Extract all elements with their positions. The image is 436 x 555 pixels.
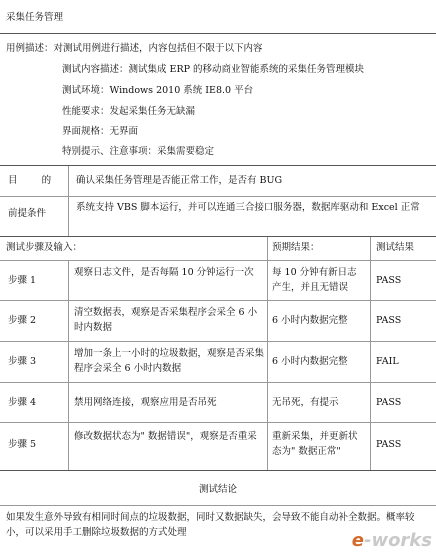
description-item: 界面规格：无界面 — [62, 126, 139, 137]
expected-column-divider — [267, 237, 268, 470]
step-column-divider — [68, 260, 69, 470]
description-item: 测试内容描述：测试集成 ERP 的移动商业智能系统的采集任务管理模块 — [62, 64, 365, 75]
step-label: 步骤 3 — [8, 356, 37, 367]
document-title: 采集任务管理 — [6, 12, 64, 23]
step-input: 修改数据状态为" 数据错误"，观察是否重采 — [74, 431, 257, 442]
description-intro: 用例描述：对测试用例进行描述，内容包括但不限于以下内容 — [6, 43, 263, 54]
step-expected: 6 小时内数据完整 — [272, 356, 348, 367]
description-divider — [0, 165, 436, 166]
step-expected: 每 10 分钟有新日志产生，并且无错误 — [272, 267, 357, 293]
step-result: PASS — [376, 275, 402, 286]
precondition-text: 系统支持 VBS 脚本运行，并可以连通三合接口服务器，数据库驱动和 Excel 正常 — [76, 202, 420, 213]
step-input: 观察日志文件，是否每隔 10 分钟运行一次 — [74, 267, 254, 278]
conclusion-text: 如果发生意外导致有相同时间点的垃圾数据，同时又数据缺失，会导致不能自动补全数据。概率较小，可以采用手工删除垃圾数据的方式处理 — [6, 512, 415, 538]
table-row-divider — [0, 382, 436, 383]
description-item: 特别提示、注意事项：采集需要稳定 — [62, 146, 215, 157]
steps-header-result: 测试结果 — [376, 242, 415, 253]
purpose-text: 确认采集任务管理是否能正常工作，是否有 BUG — [76, 175, 283, 186]
steps-header-expected: 预期结果： — [272, 242, 320, 253]
step-result: PASS — [376, 439, 402, 450]
title-divider — [0, 33, 436, 34]
step-result: FAIL — [376, 356, 399, 367]
result-column-divider — [370, 237, 371, 470]
label-column-divider — [68, 166, 69, 236]
description-item: 性能要求：发起采集任务无缺漏 — [62, 106, 196, 117]
table-row-divider — [0, 341, 436, 342]
step-expected: 无吊死，有提示 — [272, 397, 339, 408]
step-result: PASS — [376, 397, 402, 408]
step-expected: 6 小时内数据完整 — [272, 315, 348, 326]
step-label: 步骤 5 — [8, 439, 37, 450]
table-bottom-divider — [0, 470, 436, 471]
conclusion-heading: 测试结论 — [198, 484, 237, 495]
conclusion-divider — [0, 505, 436, 506]
step-label: 步骤 2 — [8, 315, 37, 326]
step-result: PASS — [376, 315, 402, 326]
step-label: 步骤 4 — [8, 397, 37, 408]
site-watermark-logo: e-works — [351, 530, 432, 551]
step-input: 禁用网络连接，观察应用是否吊死 — [74, 397, 217, 408]
step-label: 步骤 1 — [8, 275, 37, 286]
purpose-label: 目 的 — [8, 175, 52, 186]
table-row-divider — [0, 300, 436, 301]
step-expected: 重新采集，并更新状态为" 数据正常" — [272, 431, 358, 457]
description-item: 测试环境：Windows 2010 系统 IE8.0 平台 — [62, 85, 254, 96]
step-input: 增加一条上一小时的垃圾数据，观察是否采集程序会采全 6 小时内数据 — [74, 348, 265, 374]
table-row-divider — [0, 422, 436, 423]
step-input: 清空数据表，观察是否采集程序会采全 6 小时内数据 — [74, 307, 258, 333]
steps-header-input: 测试步骤及输入： — [6, 242, 83, 253]
precondition-label: 前提条件 — [8, 208, 47, 219]
purpose-divider — [0, 196, 436, 197]
